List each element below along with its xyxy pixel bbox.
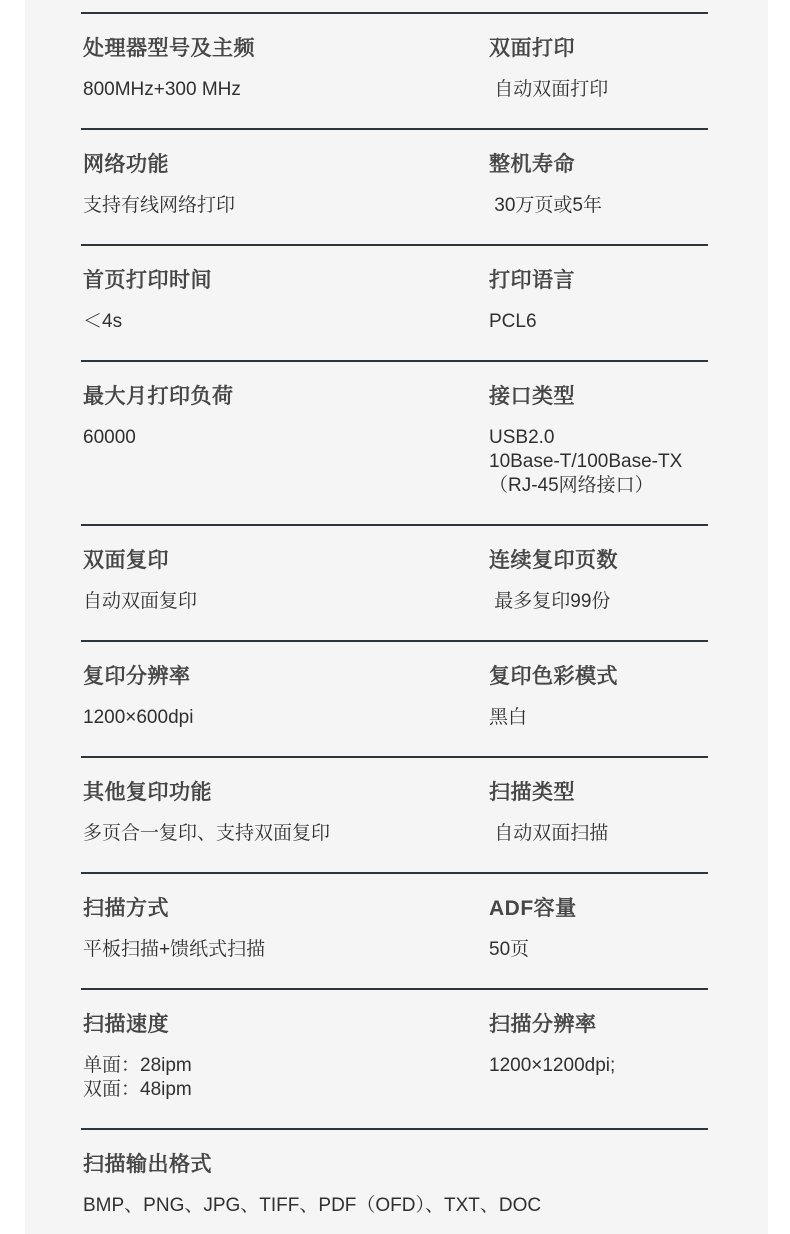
spec-cell-left bbox=[83, 384, 489, 498]
spec-title: 扫描速度 bbox=[83, 1013, 169, 1036]
spec-cell-right bbox=[489, 780, 708, 846]
spec-row bbox=[81, 990, 708, 1128]
spec-cell-left bbox=[83, 896, 489, 962]
spec-cell-left bbox=[83, 152, 489, 218]
spec-title: 网络功能 bbox=[83, 153, 169, 176]
spec-value: PCL6 bbox=[489, 311, 537, 332]
spec-title: 扫描方式 bbox=[83, 897, 169, 920]
spec-row bbox=[81, 758, 708, 872]
spec-value: （RJ-45网络接口） bbox=[489, 475, 654, 496]
spec-title: ADF容量 bbox=[489, 897, 577, 920]
spec-cell-left bbox=[83, 664, 489, 730]
spec-cell-right bbox=[489, 152, 708, 218]
spec-value: 双面：48ipm bbox=[83, 1079, 192, 1100]
spec-cell-right bbox=[489, 1012, 708, 1102]
spec-value: 800MHz+300 MHz bbox=[83, 79, 241, 100]
spec-cell-right bbox=[489, 548, 708, 614]
spec-row bbox=[81, 526, 708, 640]
spec-title: 其他复印功能 bbox=[83, 781, 212, 804]
spec-value: 支持有线网络打印 bbox=[83, 195, 236, 216]
spec-value: 多页合一复印、支持双面复印 bbox=[83, 823, 331, 844]
spec-cell-right bbox=[489, 664, 708, 730]
spec-content bbox=[81, 0, 708, 1234]
spec-cell-left bbox=[83, 1152, 708, 1218]
spec-cell-right bbox=[489, 896, 708, 962]
spec-title: 扫描类型 bbox=[489, 781, 575, 804]
spec-value: 自动双面打印 bbox=[489, 79, 609, 100]
spec-value: 自动双面复印 bbox=[83, 591, 198, 612]
spec-title: 处理器型号及主频 bbox=[83, 37, 255, 60]
spec-value: 50页 bbox=[489, 939, 530, 960]
spec-row bbox=[81, 642, 708, 756]
spec-title: 整机寿命 bbox=[489, 153, 575, 176]
spec-title: 复印分辨率 bbox=[83, 665, 191, 688]
spec-panel bbox=[25, 0, 768, 1234]
spec-title: 最大月打印负荷 bbox=[83, 385, 234, 408]
spec-cell-left bbox=[83, 548, 489, 614]
spec-value: 10Base-T/100Base-TX bbox=[489, 451, 683, 472]
spec-value: 30万页或5年 bbox=[489, 195, 602, 216]
spec-title: 连续复印页数 bbox=[489, 549, 618, 572]
spec-title: 双面复印 bbox=[83, 549, 169, 572]
spec-row bbox=[81, 1130, 708, 1234]
spec-value: 黑白 bbox=[489, 707, 528, 728]
spec-value: BMP、PNG、JPG、TIFF、PDF（OFD）、TXT、DOC bbox=[83, 1195, 542, 1216]
spec-cell-right bbox=[489, 384, 708, 498]
spec-row bbox=[81, 246, 708, 360]
spec-title: 双面打印 bbox=[489, 37, 575, 60]
spec-row bbox=[81, 14, 708, 128]
spec-cell-right bbox=[489, 36, 708, 102]
spec-cell-left bbox=[83, 36, 489, 102]
spec-value: ＜4s bbox=[83, 311, 123, 332]
spec-value: 1200×1200dpi; bbox=[489, 1055, 616, 1076]
spec-title: 扫描输出格式 bbox=[83, 1153, 212, 1176]
spec-value: 自动双面扫描 bbox=[489, 823, 609, 844]
spec-row bbox=[81, 362, 708, 524]
spec-cell-right bbox=[489, 268, 708, 334]
spec-value: 1200×600dpi bbox=[83, 707, 194, 728]
spec-row bbox=[81, 130, 708, 244]
spec-value: 单面：28ipm bbox=[83, 1055, 192, 1076]
spec-row bbox=[81, 874, 708, 988]
spec-title: 打印语言 bbox=[489, 269, 575, 292]
spec-title: 复印色彩模式 bbox=[489, 665, 618, 688]
spec-cell-left bbox=[83, 780, 489, 846]
spec-value: 最多复印99份 bbox=[489, 591, 611, 612]
spec-title: 接口类型 bbox=[489, 385, 575, 408]
spec-value: 平板扫描+馈纸式扫描 bbox=[83, 939, 266, 960]
spec-title: 首页打印时间 bbox=[83, 269, 212, 292]
spec-value: USB2.0 bbox=[489, 427, 555, 448]
spec-cell-left bbox=[83, 1012, 489, 1102]
spec-title: 扫描分辨率 bbox=[489, 1013, 597, 1036]
spec-cell-left bbox=[83, 268, 489, 334]
spec-value: 60000 bbox=[83, 427, 136, 448]
